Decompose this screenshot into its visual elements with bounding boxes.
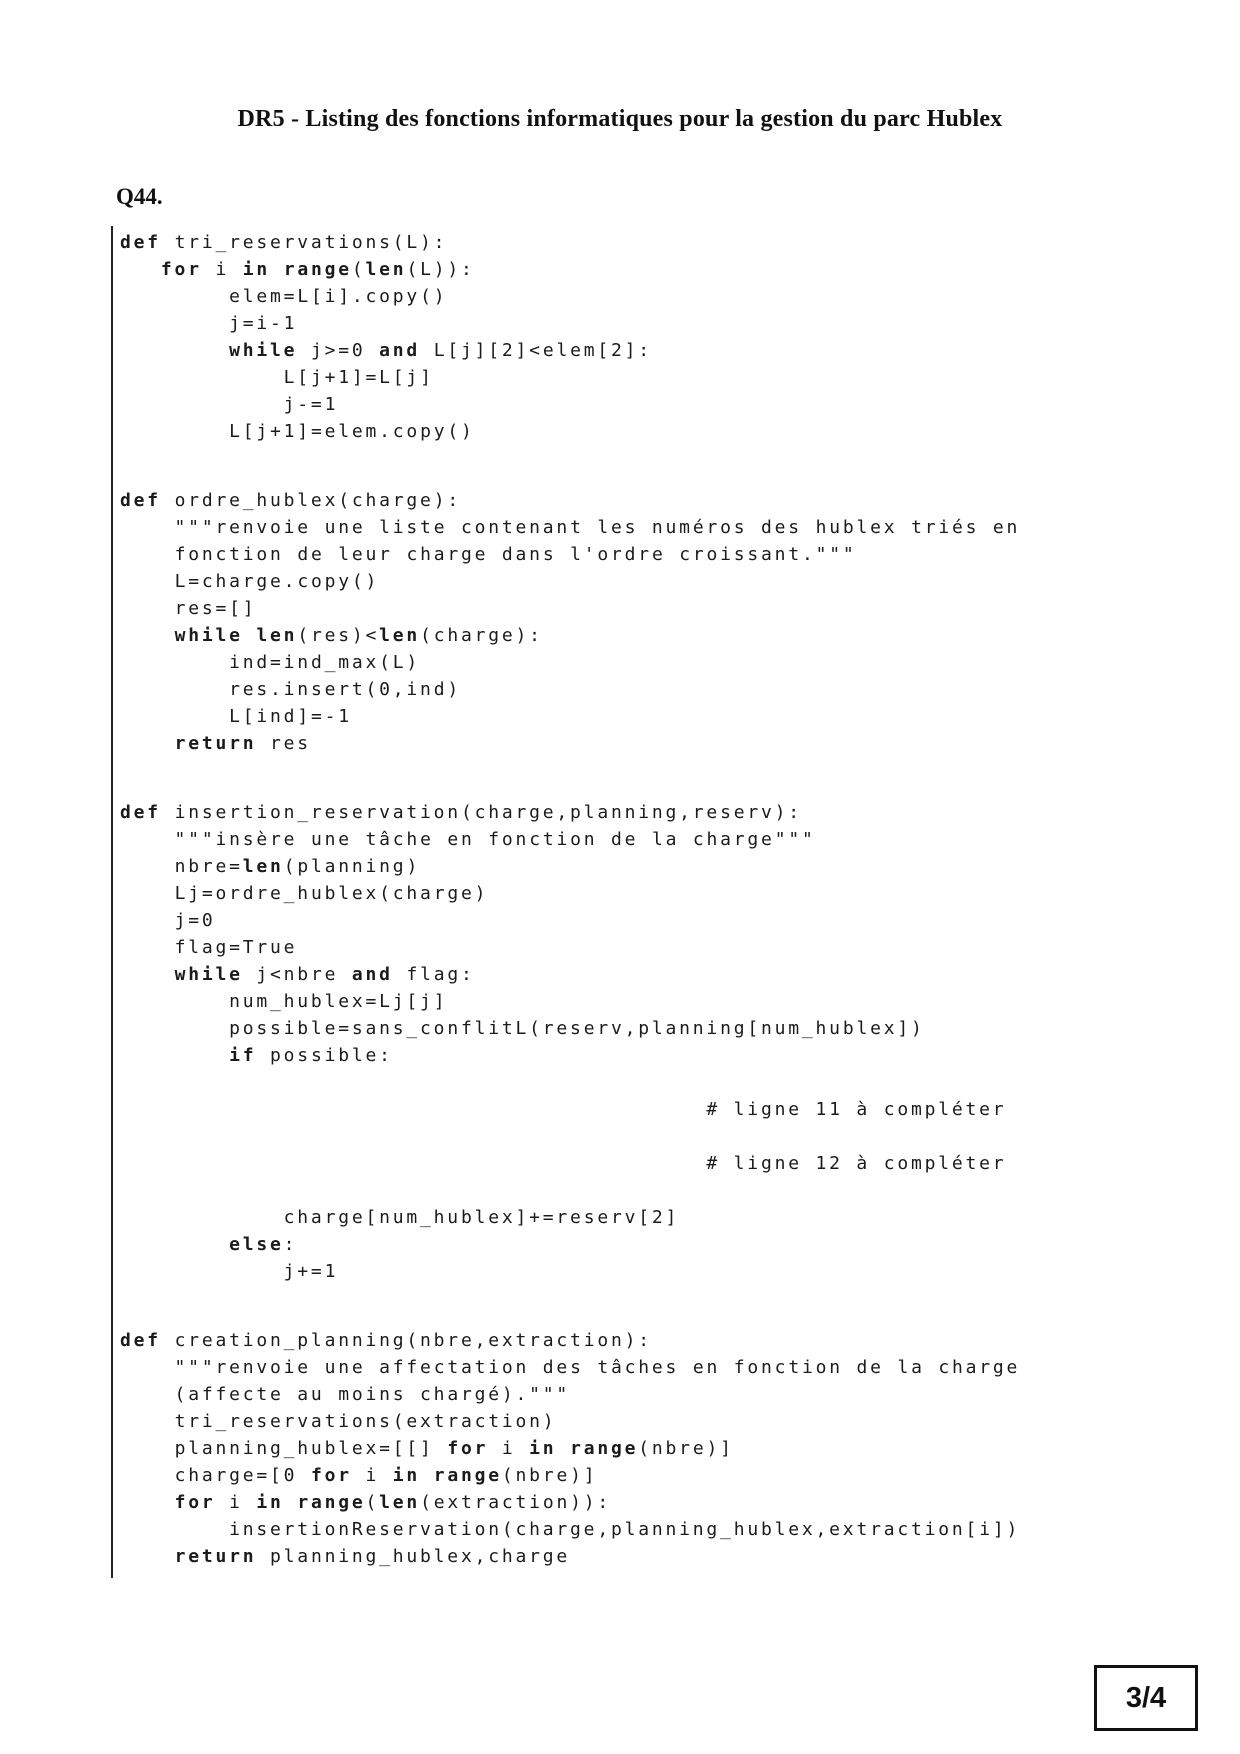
code-line: (affecte au moins chargé).""" [120, 1384, 571, 1405]
code-line: return res [174, 733, 311, 754]
code-function-block [120, 487, 1020, 757]
code-line: L[j+1]=L[j] [283, 367, 434, 388]
code-line: L[ind]=-1 [229, 706, 352, 727]
code-line: """renvoie une liste contenant les numéros des hublex triés en [120, 517, 1021, 538]
code-line: res=[] [174, 598, 257, 619]
code-line [120, 1123, 1020, 1150]
code-line: charge=[0 for i in range(nbre)] [174, 1465, 598, 1486]
code-line: while j>=0 and L[j][2]<elem[2]: [229, 340, 652, 361]
code-line: def ordre_hublex(charge): [120, 490, 461, 511]
code-line [120, 1069, 1020, 1096]
code-line: while j<nbre and flag: [174, 964, 475, 985]
code-line: flag=True [174, 937, 298, 958]
page-number: 3/4 [1125, 1681, 1167, 1714]
question-number: Q44. [116, 184, 163, 209]
code-function-block [120, 229, 1020, 445]
code-line: j=0 [174, 910, 216, 931]
code-line: """renvoie une affectation des tâches en fonction de la charge [120, 1357, 1021, 1378]
code-line: # ligne 12 à compléter [120, 1153, 1007, 1174]
code-line: insertionReservation(charge,planning_hublex,extraction[i]) [229, 1519, 1021, 1540]
code-line: j-=1 [283, 394, 339, 415]
page-number-box [1094, 1665, 1198, 1731]
code-line: possible=sans_conflitL(reserv,planning[num_hublex]) [229, 1018, 925, 1039]
code-line: res.insert(0,ind) [229, 679, 461, 700]
code-line: for i in range(len(extraction)): [174, 1492, 612, 1513]
code-listing [111, 226, 1020, 1578]
code-line: L[j+1]=elem.copy() [229, 421, 475, 442]
code-line: def tri_reservations(L): [120, 232, 448, 253]
document-title: DR5 - Listing des fonctions informatiques pour la gestion du parc Hublex [237, 106, 1003, 132]
code-line: else: [229, 1234, 298, 1255]
code-line: planning_hublex=[[] for i in range(nbre)] [174, 1438, 734, 1459]
code-line: while len(res)<len(charge): [174, 625, 543, 646]
code-line: charge[num_hublex]+=reserv[2] [283, 1207, 680, 1228]
code-line: for i in range(len(L)): [160, 259, 475, 280]
code-line: j+=1 [283, 1261, 339, 1282]
code-line: def creation_planning(nbre,extraction): [120, 1330, 652, 1351]
code-line: # ligne 11 à compléter [120, 1099, 1007, 1120]
code-line: Lj=ordre_hublex(charge) [174, 883, 489, 904]
code-line: fonction de leur charge dans l'ordre croissant.""" [174, 544, 857, 565]
code-function-block [120, 1327, 1020, 1570]
code-function-block [120, 799, 1020, 1285]
code-line: L=charge.copy() [174, 571, 380, 592]
code-line [120, 1177, 1020, 1204]
code-line: if possible: [229, 1045, 393, 1066]
code-line: tri_reservations(extraction) [174, 1411, 557, 1432]
code-line: def insertion_reservation(charge,planning,reserv): [120, 802, 802, 823]
code-line: return planning_hublex,charge [174, 1546, 571, 1567]
code-line: ind=ind_max(L) [229, 652, 421, 673]
code-line: num_hublex=Lj[j] [229, 991, 448, 1012]
code-line: nbre=len(planning) [174, 856, 421, 877]
code-line: j=i-1 [229, 313, 298, 334]
code-line: elem=L[i].copy() [229, 286, 448, 307]
code-line: """insère une tâche en fonction de la charge""" [120, 829, 816, 850]
